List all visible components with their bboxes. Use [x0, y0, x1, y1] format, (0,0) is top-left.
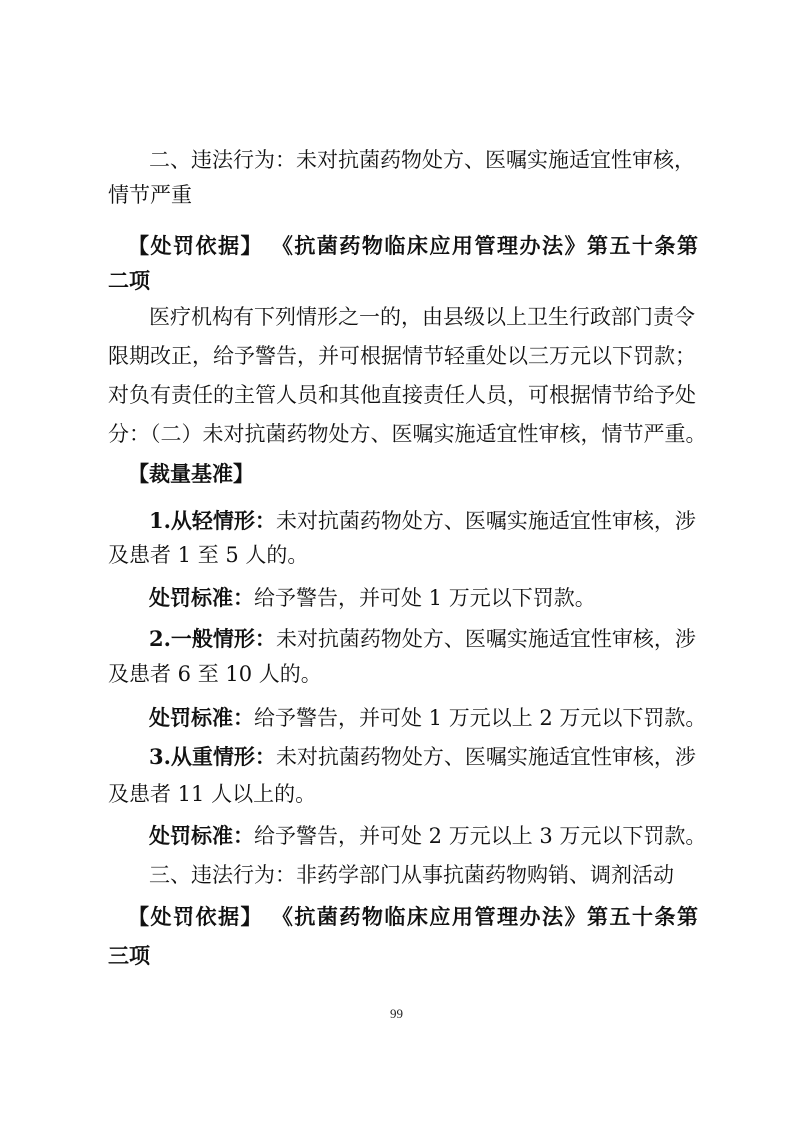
law-text-line3: 对负有责任的主管人员和其他直接责任人员，可根据情节给予处	[108, 383, 696, 407]
case1-text: 未对抗菌药物处方、医嘱实施适宜性审核，涉	[275, 509, 696, 533]
law-text-line1: 医疗机构有下列情形之一的，由县级以上卫生行政部门责令	[149, 305, 695, 329]
case3-line1	[149, 746, 698, 768]
case1-standard	[149, 587, 698, 609]
case1-label: 1.从轻情形：	[149, 508, 276, 533]
law-text-line2: 限期改正，给予警告，并可根据情节轻重处以三万元以下罚款；	[108, 344, 696, 368]
basis-text: 《抗菌药物临床应用管理办法》第五十条第	[271, 233, 699, 258]
basis-line2: 二项	[108, 268, 150, 293]
basis-line1	[128, 235, 698, 256]
case3-standard-text: 给予警告，并可处 2 万元以上 3 万元以下罚款。	[254, 824, 707, 848]
basis3-line2: 三项	[108, 943, 150, 968]
case2-line1	[149, 628, 698, 650]
basis-label: 【处罚依据】	[128, 233, 264, 258]
case1-standard-label: 处罚标准：	[149, 585, 254, 610]
case1-standard-text: 给予警告，并可处 1 万元以下罚款。	[254, 586, 596, 610]
basis3-text: 《抗菌药物临床应用管理办法》第五十条第	[271, 904, 699, 929]
case1-line2: 及患者 1 至 5 人的。	[108, 543, 309, 567]
case3-text: 未对抗菌药物处方、医嘱实施适宜性审核，涉	[275, 745, 696, 769]
item2-title-line2: 情节严重	[108, 183, 192, 207]
basis3-line1	[128, 906, 698, 927]
basis3-label: 【处罚依据】	[128, 904, 264, 929]
item2-title-line1: 二、违法行为：未对抗菌药物处方、医嘱实施适宜性审核，	[149, 148, 695, 172]
case3-label: 3.从重情形：	[149, 744, 276, 769]
case2-label: 2.一般情形：	[149, 626, 276, 651]
case2-text: 未对抗菌药物处方、医嘱实施适宜性审核，涉	[275, 627, 696, 651]
case2-line2: 及患者 6 至 10 人的。	[108, 662, 322, 686]
discretion-label: 【裁量基准】	[128, 461, 254, 486]
case2-standard-label: 处罚标准：	[149, 705, 254, 730]
case3-line2: 及患者 11 人以上的。	[108, 782, 317, 806]
case2-standard	[149, 705, 707, 730]
case3-standard	[149, 823, 707, 848]
case1-line1	[149, 510, 698, 532]
case2-standard-text: 给予警告，并可处 1 万元以上 2 万元以下罚款。	[254, 706, 707, 730]
case3-standard-label: 处罚标准：	[149, 823, 254, 848]
page-number: 99	[390, 1006, 403, 1021]
item3-title: 三、违法行为：非药学部门从事抗菌药物购销、调剂活动	[149, 863, 674, 887]
law-text-line4: 分：（二）未对抗菌药物处方、医嘱实施适宜性审核，情节严重。	[108, 422, 707, 446]
